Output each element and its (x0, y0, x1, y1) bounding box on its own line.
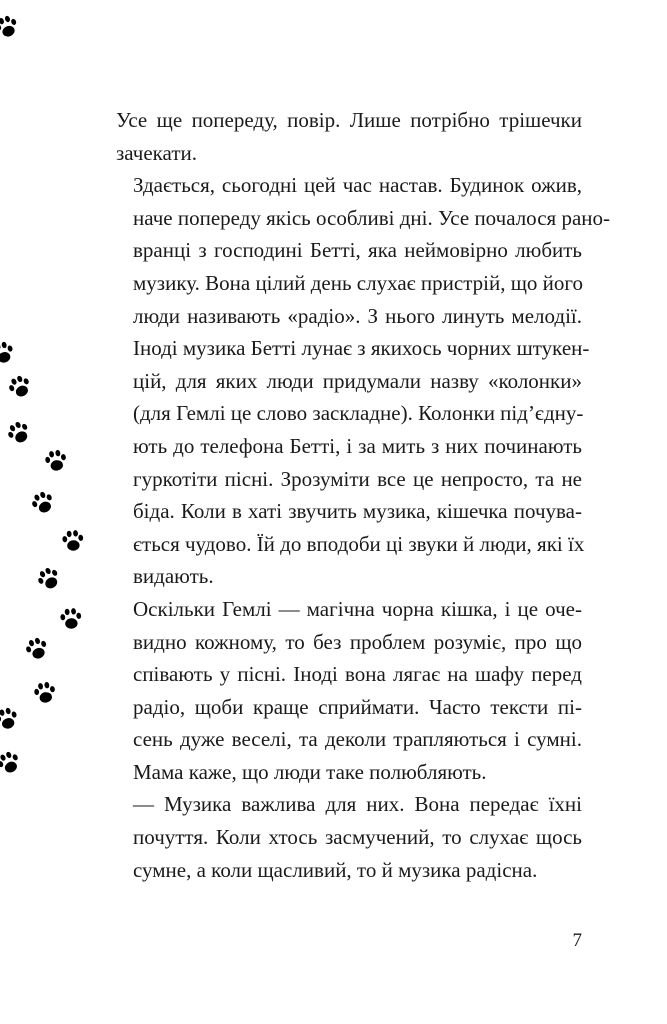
text-line: видають. (133, 564, 214, 589)
text-line: гуркотіти пісні. Зрозуміти все це непросто, та не (133, 466, 582, 491)
paragraph (116, 788, 582, 886)
page-number: 7 (572, 930, 582, 951)
text-line: сумне, а коли щасливий, то й музика радісна. (133, 857, 538, 882)
text-line: зачекати. (116, 140, 197, 165)
text-line: почуття. Коли хтось засмучений, то слухає щось (133, 825, 582, 850)
text-line: радіо, щоби краще сприймати. Часто тексти пі- (133, 694, 582, 719)
paw-print-icon (41, 446, 71, 476)
text-line: — Музика важлива для них. Вона передає їхні (133, 792, 582, 817)
paragraph (116, 593, 582, 789)
text-line: Мама каже, що люди таке полюбляють. (133, 759, 487, 784)
paw-print-icon (0, 10, 24, 43)
text-line: ють до телефона Бетті, і за мить з них починають (133, 433, 582, 458)
paw-print-icon (59, 527, 87, 555)
text-line: Іноді музика Бетті лунає з якихось чорних штукен- (133, 336, 590, 361)
text-line: музику. Вона цілий день слухає пристрій, що його (133, 270, 583, 295)
paw-print-icon (0, 703, 23, 735)
paw-print-icon (31, 561, 67, 597)
text-line: Здається, сьогодні цей час настав. Будинок ожив, (133, 173, 582, 198)
paw-print-icon (1, 415, 37, 451)
text-line: цій, для яких люди придумали назву «колонки» (133, 368, 582, 393)
text-line: Усе ще попереду, повір. Лише потрібно трішечки (116, 108, 582, 132)
paw-print-icon (3, 370, 38, 405)
paragraph (116, 104, 582, 169)
paragraph (116, 169, 610, 593)
paw-print-icon (20, 632, 53, 665)
paw-print-icon (0, 746, 26, 781)
body-text (116, 104, 610, 886)
text-line: біда. Коли в хаті звучить музика, кішечка почува- (133, 499, 582, 524)
text-line: вранці з господині Бетті, яка неймовірно любить (133, 238, 582, 263)
paw-print-icon (26, 486, 61, 521)
text-line: люди називають «радіо». З нього линуть мелодії. (133, 303, 582, 328)
text-line: співають у пісні. Іноді вона лягає на шафу перед (133, 662, 582, 687)
text-line: Оскільки Гемлі — магічна чорна кішка, і це оче- (133, 596, 582, 621)
text-line: сень дуже веселі, та деколи трапляються і сумні. (133, 727, 582, 752)
paw-print-icon (57, 605, 85, 633)
text-line: наче попереду якісь особливі дні. Усе почалося рано- (133, 205, 610, 230)
paw-print-icon (30, 678, 60, 708)
text-line: ється чудово. Їй до вподоби ці звуки й люди, які їх (133, 531, 585, 556)
text-line: (для Гемлі це слово заскладне). Колонки під’єдну- (133, 401, 584, 426)
paw-print-icon (0, 337, 19, 369)
text-line: видно кожному, то без проблем розуміє, про що (133, 629, 582, 654)
